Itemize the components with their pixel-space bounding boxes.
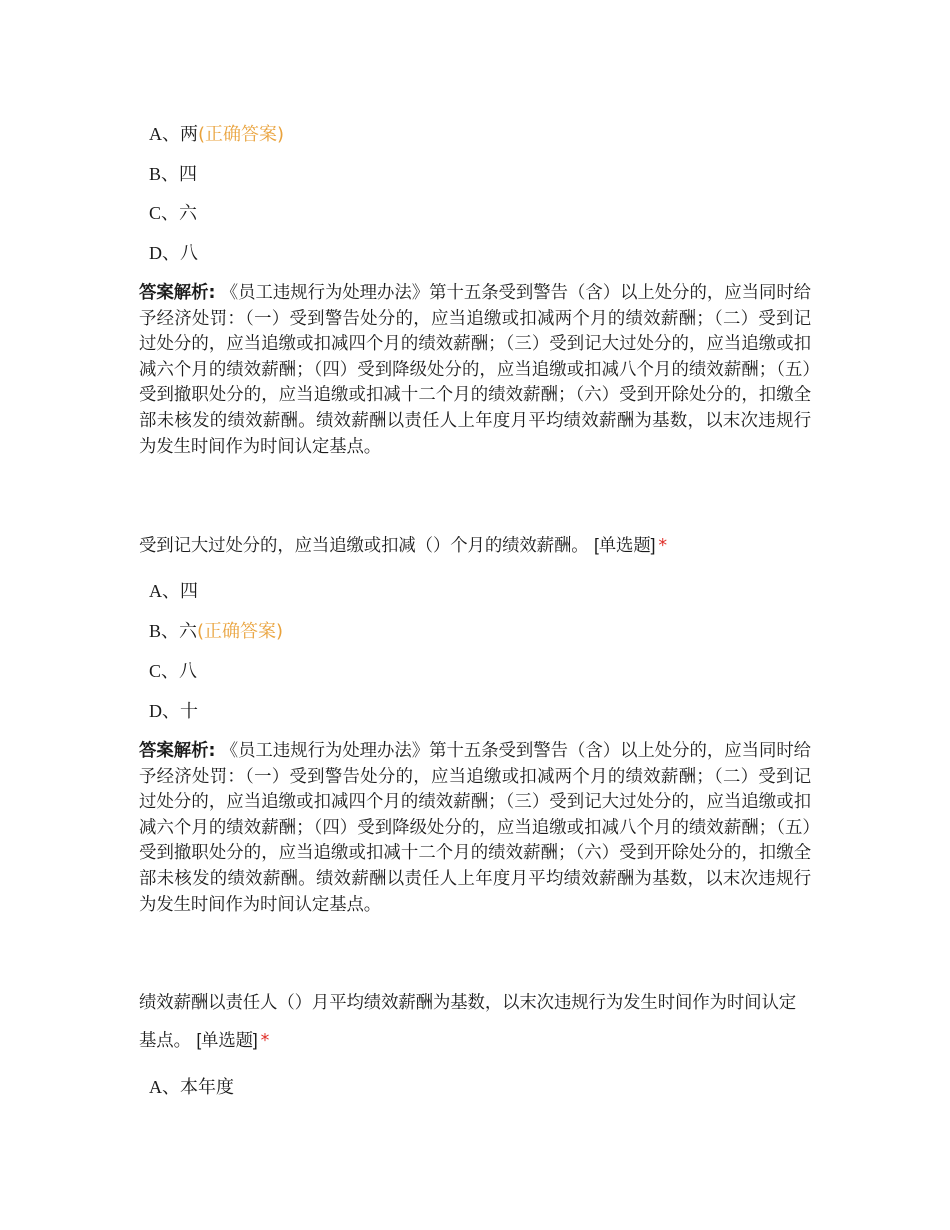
correct-answer-tag: (正确答案) bbox=[197, 621, 284, 642]
q1-option-a bbox=[149, 122, 284, 147]
correct-answer-tag: (正确答案) bbox=[198, 124, 285, 145]
q2-option-b bbox=[149, 619, 283, 644]
question-text: 受到记大过处分的，应当追缴或扣减（）个月的绩效薪酬。 bbox=[139, 536, 589, 556]
option-text: 六 bbox=[179, 203, 198, 224]
analysis-text: 《员工违规行为处理办法》第十五条受到警告（含）以上处分的，应当同时给予经济处罚：（一）受到警告处分的，应当追缴或扣减两个月的绩效薪酬；（二）受到记过处分的，应当追缴或扣减四个月的绩效薪酬；（三）受到记大过处分的，应当追缴或扣减六个月的绩效薪酬；（四）受到降级处分的，应当追缴或扣减八个月的绩效薪酬；（五）受到撤职处分的，应当追缴或扣减十二个月的绩效薪酬；（六）受到开除处分的，扣缴全部未核发的绩效薪酬。绩效薪酬以责任人上年度月平均绩效薪酬为基数，以末次违规行为发生时间作为时间认定基点。 bbox=[139, 283, 811, 457]
q2-option-a bbox=[149, 579, 198, 604]
analysis-label: 答案解析: bbox=[139, 283, 216, 303]
option-letter: B、 bbox=[149, 621, 180, 641]
option-letter: A、 bbox=[149, 581, 180, 601]
option-text: 两 bbox=[180, 124, 198, 145]
q2-question bbox=[139, 527, 811, 565]
q2-option-d bbox=[149, 699, 198, 724]
option-text: 八 bbox=[180, 243, 198, 264]
q3-question bbox=[139, 985, 811, 1060]
option-letter: A、 bbox=[149, 124, 180, 144]
option-letter: C、 bbox=[149, 661, 180, 681]
option-text: 六 bbox=[179, 621, 198, 642]
q1-option-c bbox=[149, 201, 197, 226]
analysis-text: 《员工违规行为处理办法》第十五条受到警告（含）以上处分的，应当同时给予经济处罚：（一）受到警告处分的，应当追缴或扣减两个月的绩效薪酬；（二）受到记过处分的，应当追缴或扣减四个月的绩效薪酬；（三）受到记大过处分的，应当追缴或扣减六个月的绩效薪酬；（四）受到降级处分的，应当追缴或扣减八个月的绩效薪酬；（五）受到撤职处分的，应当追缴或扣减十二个月的绩效薪酬；（六）受到开除处分的，扣缴全部未核发的绩效薪酬。绩效薪酬以责任人上年度月平均绩效薪酬为基数，以末次违规行为发生时间作为时间认定基点。 bbox=[139, 741, 811, 915]
option-letter: D、 bbox=[149, 243, 180, 263]
option-text: 十 bbox=[180, 701, 198, 722]
option-text: 八 bbox=[179, 661, 198, 682]
option-text: 四 bbox=[180, 581, 198, 602]
required-mark: * bbox=[658, 536, 667, 556]
question-type: [单选题] bbox=[594, 535, 656, 555]
q3-option-a bbox=[149, 1075, 234, 1100]
option-letter: A、 bbox=[149, 1077, 180, 1097]
q1-option-b bbox=[149, 162, 197, 187]
option-letter: B、 bbox=[149, 164, 180, 184]
q1-answer-analysis bbox=[139, 281, 811, 460]
option-letter: C、 bbox=[149, 203, 180, 223]
q2-answer-analysis bbox=[139, 739, 811, 918]
q2-option-c bbox=[149, 659, 197, 684]
required-mark: * bbox=[260, 1031, 270, 1051]
option-text: 本年度 bbox=[180, 1077, 234, 1098]
analysis-label: 答案解析: bbox=[139, 741, 216, 761]
option-letter: D、 bbox=[149, 701, 180, 721]
option-text: 四 bbox=[179, 164, 198, 185]
question-text: 绩效薪酬以责任人（）月平均绩效薪酬为基数，以末次违规行为发生时间作为时间认定基点。 bbox=[139, 993, 797, 1051]
q1-option-d bbox=[149, 241, 198, 266]
question-type: [单选题] bbox=[196, 1030, 258, 1050]
